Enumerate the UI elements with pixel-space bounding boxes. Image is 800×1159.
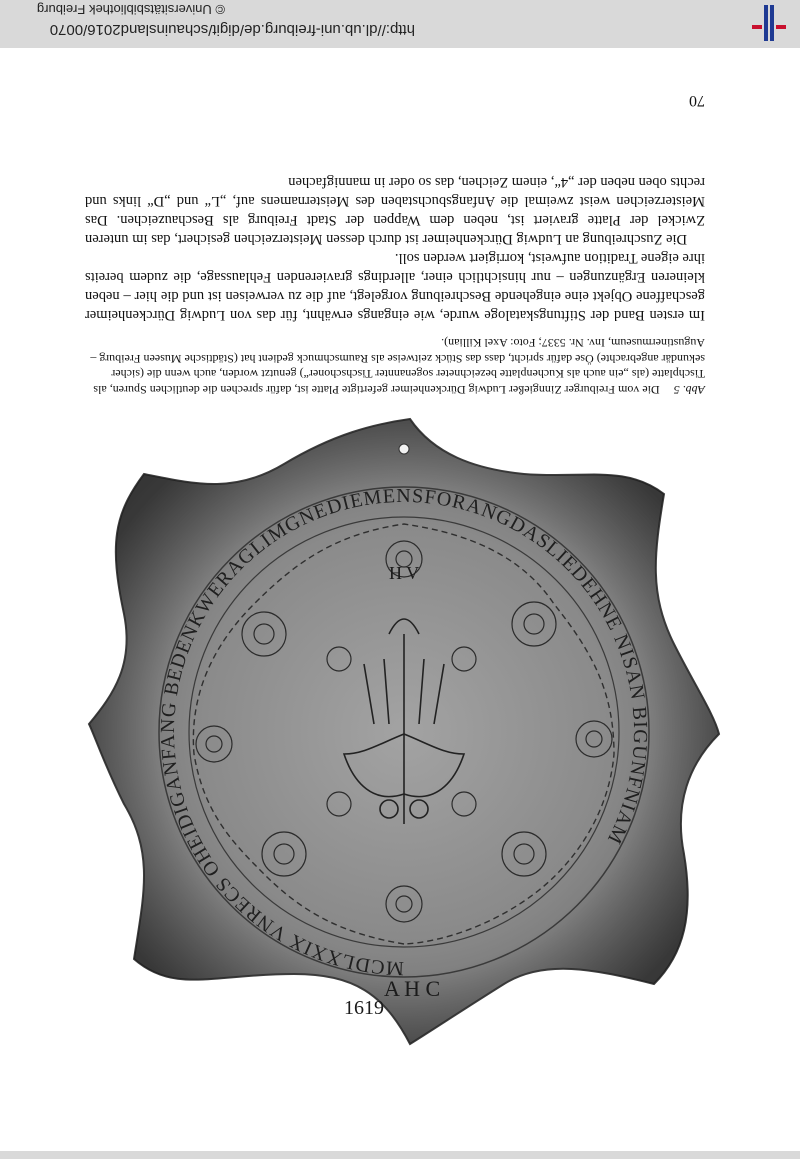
figure-caption	[85, 335, 705, 397]
pewter-plate-image	[86, 414, 734, 1054]
paragraph: Die Zuschreibung an Ludwig Dürckenheimer ist durch dessen Meisterzeichen gesichert, das im unteren Zwickel der Platte graviert ist, neben dem Wappen der Stadt Freiburg als Beschauzeichen. Das Meisterzeichen weist zweimal die Anfangsbuchstaben des Meisternamens auf, „L“ und „D“ links und rechts oben neben der „4“, einem Zeichen, das so oder in mannigfachen	[85, 174, 705, 247]
footer-strip	[0, 1151, 800, 1159]
plate-inscription: MCDLXXIX VNRECS OHEIDIGANFANG BEDENKWERAGLIMGNEDIEMENSFORANGDASLIEDEHNE NISAN BIGUNFNIAM	[156, 484, 652, 980]
plate-initials-center: H V	[389, 563, 420, 583]
ub-freiburg-logo-icon[interactable]	[746, 3, 792, 43]
caption-text: Die vom Freiburger Zinngießer Ludwig Dürckenheimer gefertigte Platte ist, dafür sprechen die deutlichen Spuren, als Tischplatte (als „ein auch als Kuchenplatte bezeichneter sogenannter Tischschoner“) genutzt worden, auch wenn die (sicher sekundär angebrachte) Öse dafür spricht, dass das Stück zeitweise als Raumschmuck gedient hat (Städtische Museen Freiburg – Augustinermuseum, Inv. Nr. 5337; Foto: Axel Killian).	[90, 336, 705, 397]
plate-initials-top: A H C	[384, 976, 441, 1001]
plate-year: 1619	[344, 997, 384, 1019]
body-text	[85, 172, 705, 324]
plate-photo	[86, 414, 734, 1054]
caption-label: Abb. 5	[673, 383, 705, 397]
copyright-notice: © Universitätsbibliothek Freiburg	[36, 2, 225, 17]
page-number: 70	[689, 92, 705, 109]
source-url-link[interactable]: http://dl.ub.uni-freiburg.de/digit/schauinsland2016/0070	[49, 21, 415, 38]
paragraph: Im ersten Band der Stiftungskataloge wurde, wie eingangs erwähnt, für das von Ludwig Dürckenheimer geschaffene Objekt eine eingehende Beschreibung vorgelegt, auf die zu verweisen ist und die hier – neben kleineren Ergänzungen – nur hinsichtlich einer, allerdings gravierenden Fehlaussage, die zudem bereits ihre eigene Tradition aufweist, korrigiert werden soll.	[85, 250, 705, 323]
